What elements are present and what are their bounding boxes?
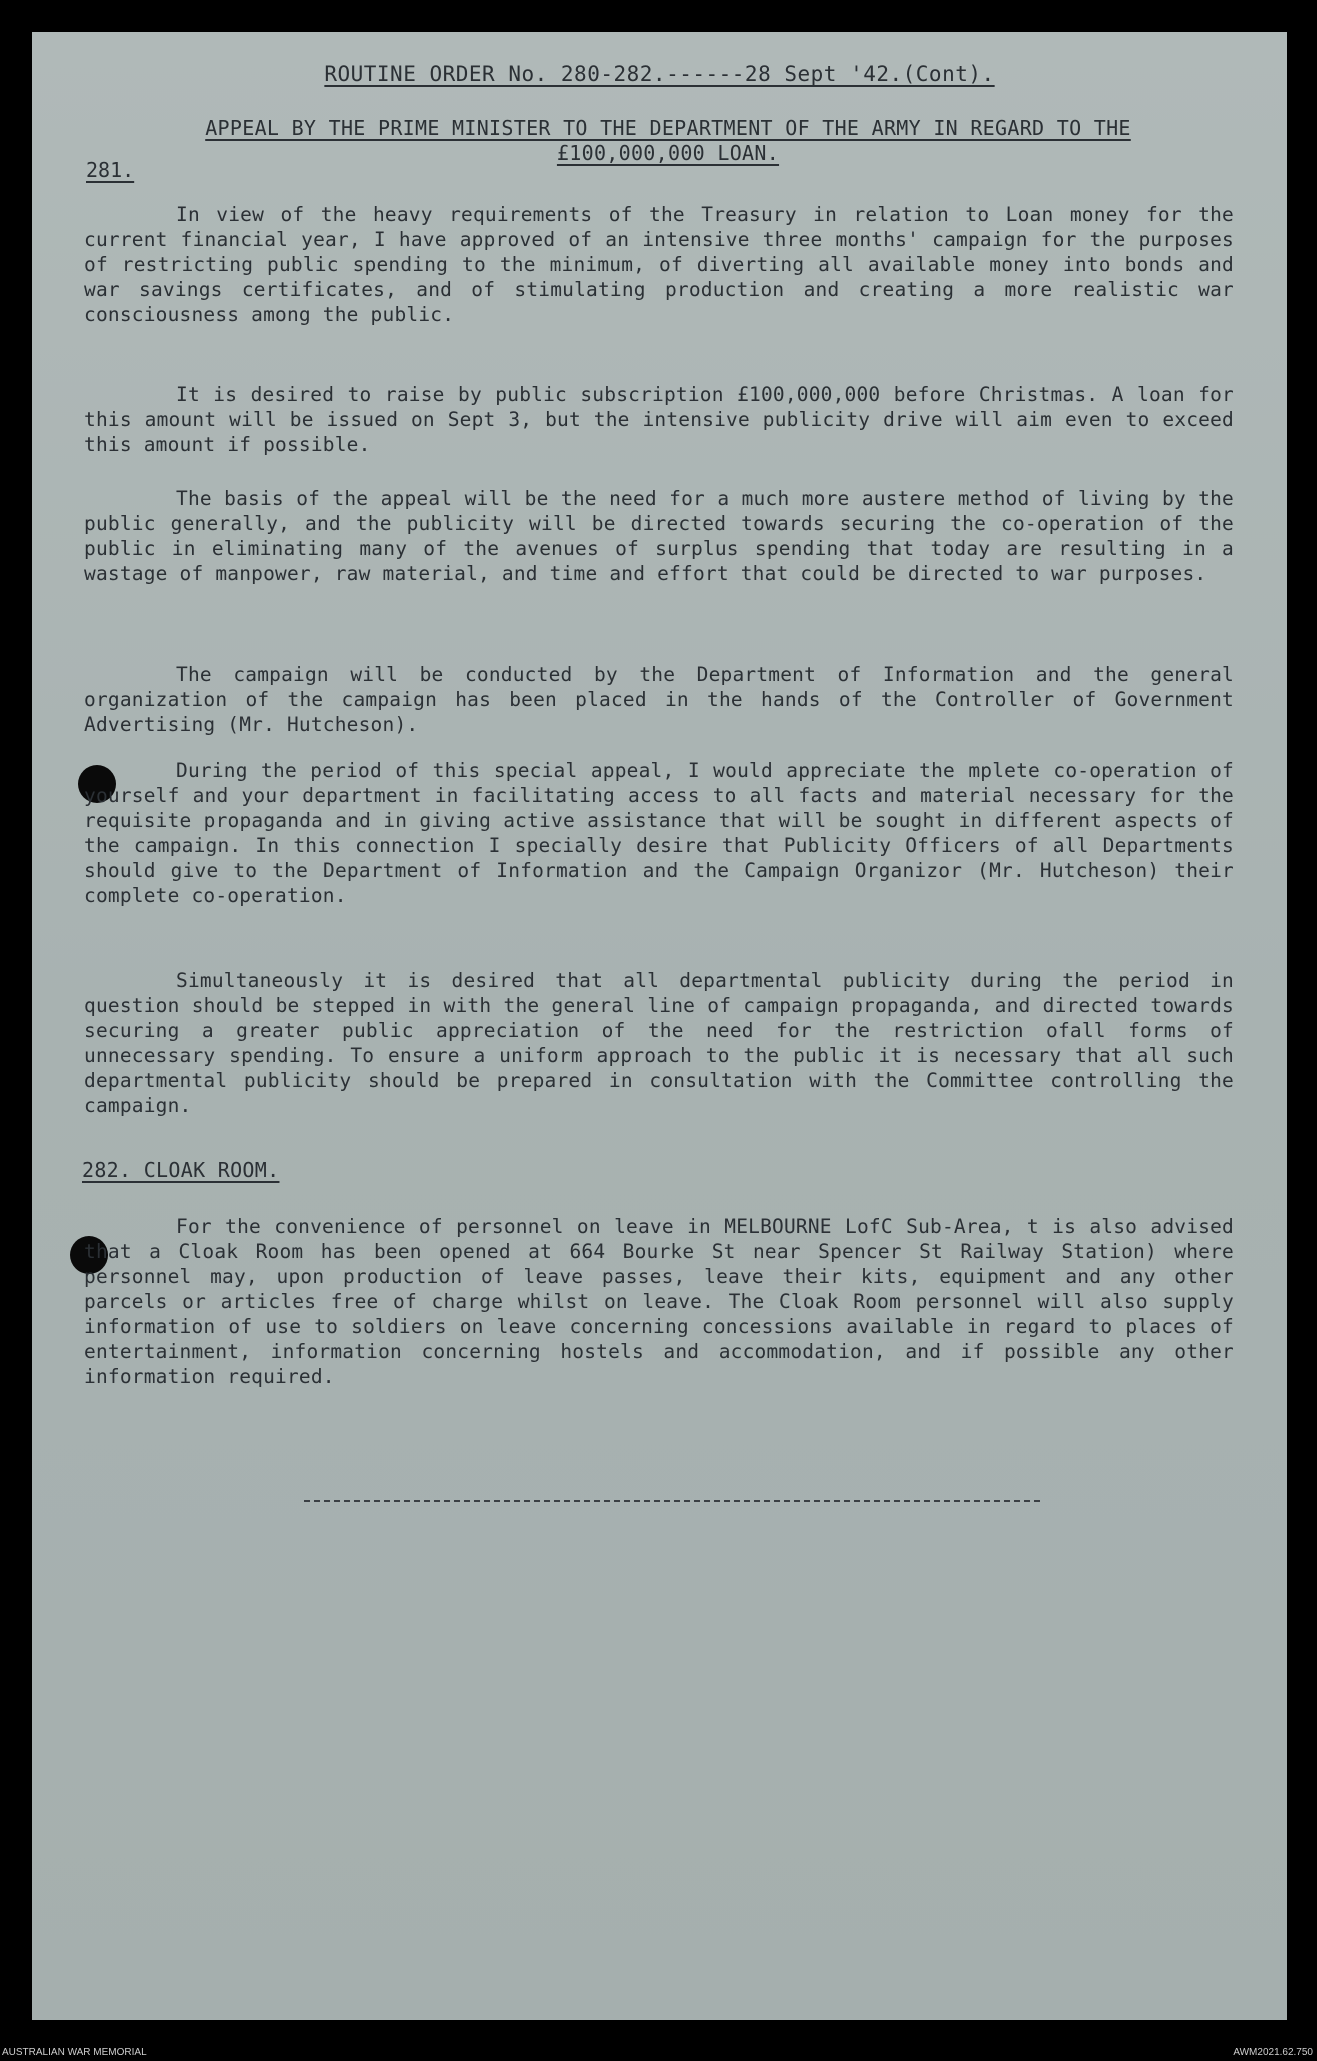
archive-reference: AWM2021.62.750 <box>1233 2047 1313 2058</box>
routine-order-text: ROUTINE ORDER No. 280-282.------28 Sept '42.(Cont). <box>324 62 995 86</box>
document-page <box>32 32 1287 2020</box>
archive-credit: AUSTRALIAN WAR MEMORIAL <box>2 2047 147 2058</box>
closing-dashed-rule <box>304 1500 1040 1502</box>
appeal-title <box>88 116 1248 166</box>
appeal-title-line-2: £100,000,000 LOAN. <box>556 141 780 165</box>
section-number-281: 281. <box>86 158 135 182</box>
paragraph-cooperation: During the period of this special appeal, I would appreciate the mplete co-operation of yourself and your department in facilitating access to all facts and material necessary for the requisite propaganda and in giving active assistance that will be sought in different aspects of the campaign. In this connection I specially desire that Publicity Officers of all Departments should give to the Department of Information and the Campaign Organizor (Mr. Hutcheson) their complete co-operation. <box>84 759 1234 907</box>
paragraph-campaign-conduct: The campaign will be conducted by the Department of Information and the general organization of the campaign has been placed in the hands of the Controller of Government Advertising (Mr. Hutcheson). <box>84 663 1234 736</box>
paragraph-public-subscription: It is desired to raise by public subscription £100,000,000 before Christmas. A loan for this amount will be issued on Sept 3, but the intensive publicity drive will aim even to exceed this amount if possible. <box>84 383 1234 456</box>
routine-order-header <box>32 62 1287 86</box>
paragraph-loan-requirements: In view of the heavy requirements of the Treasury in relation to Loan money for the current financial year, I have approved of an intensive three months' campaign for the purposes of restricting public spending to the minimum, of diverting all available money into bonds and war savings certificates, and of stimulating production and creating a more realistic war consciousness among the public. <box>84 203 1234 326</box>
paragraph-cloak-room: For the convenience of personnel on leave in MELBOURNE LofC Sub-Area, t is also advised that a Cloak Room has been opened at 664 Bourke St near Spencer St Railway Station) where personnel may, upon production of leave passes, leave their kits, equipment and any other parcels or articles free of charge whilst on leave. The Cloak Room personnel will also supply information of use to soldiers on leave concerning concessions available in regard to places of entertainment, information concerning hostels and accommodation, and if possible any other information required. <box>84 1215 1234 1388</box>
appeal-title-line-1: APPEAL BY THE PRIME MINISTER TO THE DEPARTMENT OF THE ARMY IN REGARD TO THE <box>205 116 1131 140</box>
paragraph-basis-of-appeal: The basis of the appeal will be the need for a much more austere method of living by the public generally, and the publicity will be directed towards securing the co-operation of the public in eliminating many of the avenues of surplus spending that today are resulting in a wastage of manpower, raw material, and time and effort that could be directed to war purposes. <box>84 487 1234 585</box>
paragraph-departmental-publicity: Simultaneously it is desired that all departmental publicity during the period in question should be stepped in with the general line of campaign propaganda, and directed towards securing a greater public appreciation of the need for the restriction ofall forms of unnecessary spending. To ensure a uniform approach to the public it is necessary that all such departmental publicity should be prepared in consultation with the Committee controlling the campaign. <box>84 969 1234 1117</box>
section-heading-cloak-room: 282. CLOAK ROOM. <box>82 1158 280 1182</box>
